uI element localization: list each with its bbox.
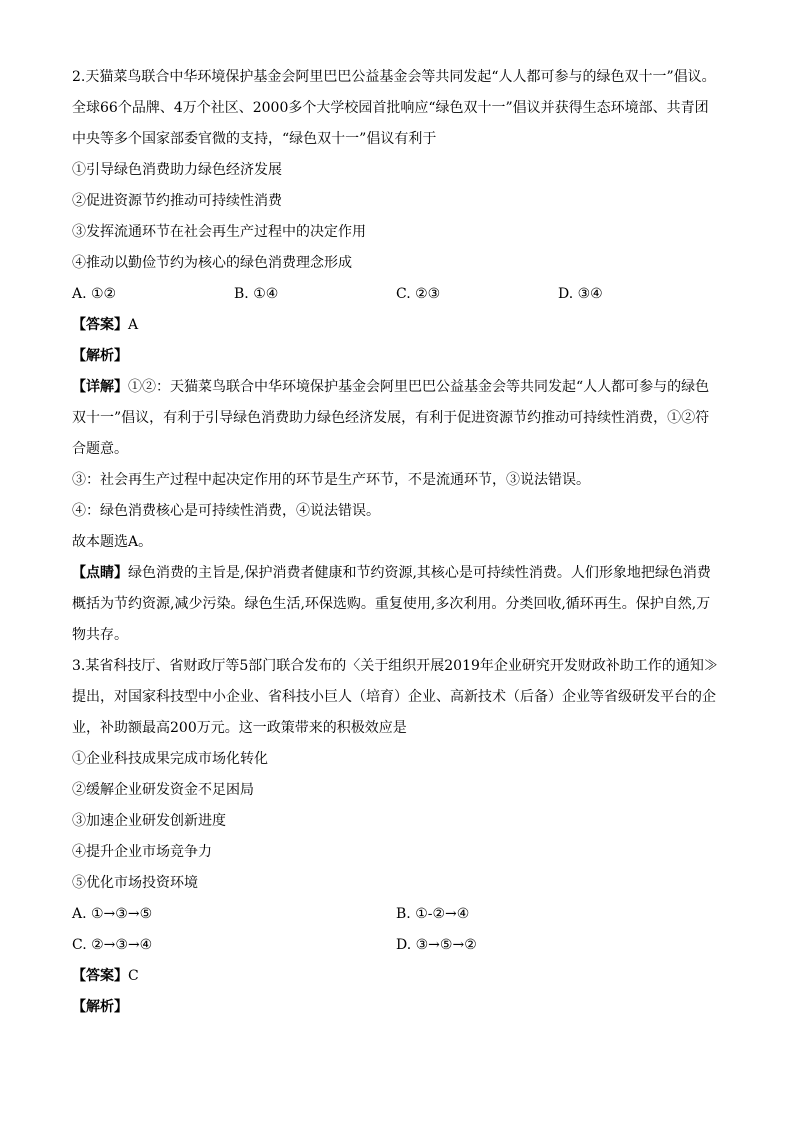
q3-stem-line-3: 业，补助额最高200万元。这一政策带来的积极效应是 xyxy=(72,720,407,736)
q2-analysis xyxy=(72,341,722,372)
q2-answer xyxy=(72,310,722,341)
q2-detail-line-3: 合题意。 xyxy=(72,441,128,457)
q2-detail-text-1: ①②：天猫菜鸟联合中华环境保护基金会阿里巴巴公益基金会等共同发起“人人都可参与的绿色 xyxy=(128,379,710,395)
q3-stem-line-1: 3.某省科技厅、省财政厅等5部门联合发布的〈关于组织开展2019年企业研究开发财政补助工作的通知≫ xyxy=(72,658,718,674)
q2-options xyxy=(72,279,722,310)
q3-option-b: B. ①-②→④ xyxy=(396,906,470,922)
q2-stem-line-1: 2.天猫菜鸟联合中华环境保护基金会阿里巴巴公益基金会等共同发起“人人都可参与的绿色双十一”倡议。 xyxy=(72,69,716,85)
q3-statement-1: ①企业科技成果完成市场化转化 xyxy=(72,751,268,767)
q2-detail-line-1 xyxy=(72,372,722,403)
q3-answer-value: C xyxy=(128,968,139,984)
q2-conclusion: 故本题选A。 xyxy=(72,534,153,550)
q2-option-d: D. ③④ xyxy=(558,286,603,302)
q2-stem-line-3: 中央等多个国家部委官微的支持，“绿色双十一”倡议有利于 xyxy=(72,131,437,147)
q2-tip-label: 【点睛】 xyxy=(72,565,128,581)
q2-option-c: C. ②③ xyxy=(396,286,441,302)
q2-detail-line-2: 双十一”倡议，有利于引导绿色消费助力绿色经济发展，有利于促进资源节约推动可持续性消费，①②符 xyxy=(72,410,710,426)
q2-analysis-label: 【解析】 xyxy=(72,348,128,364)
q2-statement-2: ②促进资源节约推动可持续性消费 xyxy=(72,193,282,209)
q2-point-3: ③：社会再生产过程中起决定作用的环节是生产环节，不是流通环节，③说法错误。 xyxy=(72,472,590,488)
q2-statement-3: ③发挥流通环节在社会再生产过程中的决定作用 xyxy=(72,224,366,240)
q3-statement-3: ③加速企业研发创新进度 xyxy=(72,813,226,829)
q2-answer-value: A xyxy=(128,317,139,333)
q3-statement-5: ⑤优化市场投资环境 xyxy=(72,875,198,891)
q3-analysis-label: 【解析】 xyxy=(72,999,128,1015)
q2-tip-line-2: 概括为节约资源,减少污染。绿色生活,环保选购。重复使用,多次利用。分类回收,循环再生。保护自然,万 xyxy=(72,596,711,612)
document-page xyxy=(72,62,722,1023)
q3-statement-2: ②缓解企业研发资金不足困局 xyxy=(72,782,254,798)
q3-analysis xyxy=(72,992,722,1023)
q2-tip-text-1: 绿色消费的主旨是,保护消费者健康和节约资源,其核心是可持续性消费。人们形象地把绿色消费 xyxy=(128,565,711,581)
q2-stem-line-2: 全球66个品牌、4万个社区、2000多个大学校园首批响应“绿色双十一”倡议并获得生态环境部、共青团 xyxy=(72,100,709,116)
q3-options-row-2 xyxy=(72,930,722,961)
q2-detail-label: 【详解】 xyxy=(72,379,128,395)
q2-point-4: ④：绿色消费核心是可持续性消费，④说法错误。 xyxy=(72,503,380,519)
q3-statement-4: ④提升企业市场竞争力 xyxy=(72,844,212,860)
q3-option-a: A. ①→③→⑤ xyxy=(72,906,153,922)
q3-options-row-1 xyxy=(72,899,722,930)
q3-stem-line-2: 提出，对国家科技型中小企业、省科技小巨人（培育）企业、高新技术（后备）企业等省级研发平台的企 xyxy=(72,689,716,705)
q3-option-d: D. ③→⑤→② xyxy=(396,937,477,953)
q3-answer-label: 【答案】 xyxy=(72,968,128,984)
q2-option-b: B. ①④ xyxy=(234,286,279,302)
q2-option-a: A. ①② xyxy=(72,286,117,302)
q2-statement-4: ④推动以勤俭节约为核心的绿色消费理念形成 xyxy=(72,255,352,271)
q3-answer xyxy=(72,961,722,992)
q2-statement-1: ①引导绿色消费助力绿色经济发展 xyxy=(72,162,282,178)
q3-option-c: C. ②→③→④ xyxy=(72,937,153,953)
q2-tip-line-3: 物共存。 xyxy=(72,627,128,643)
q2-tip-line-1 xyxy=(72,558,722,589)
q2-answer-label: 【答案】 xyxy=(72,317,128,333)
